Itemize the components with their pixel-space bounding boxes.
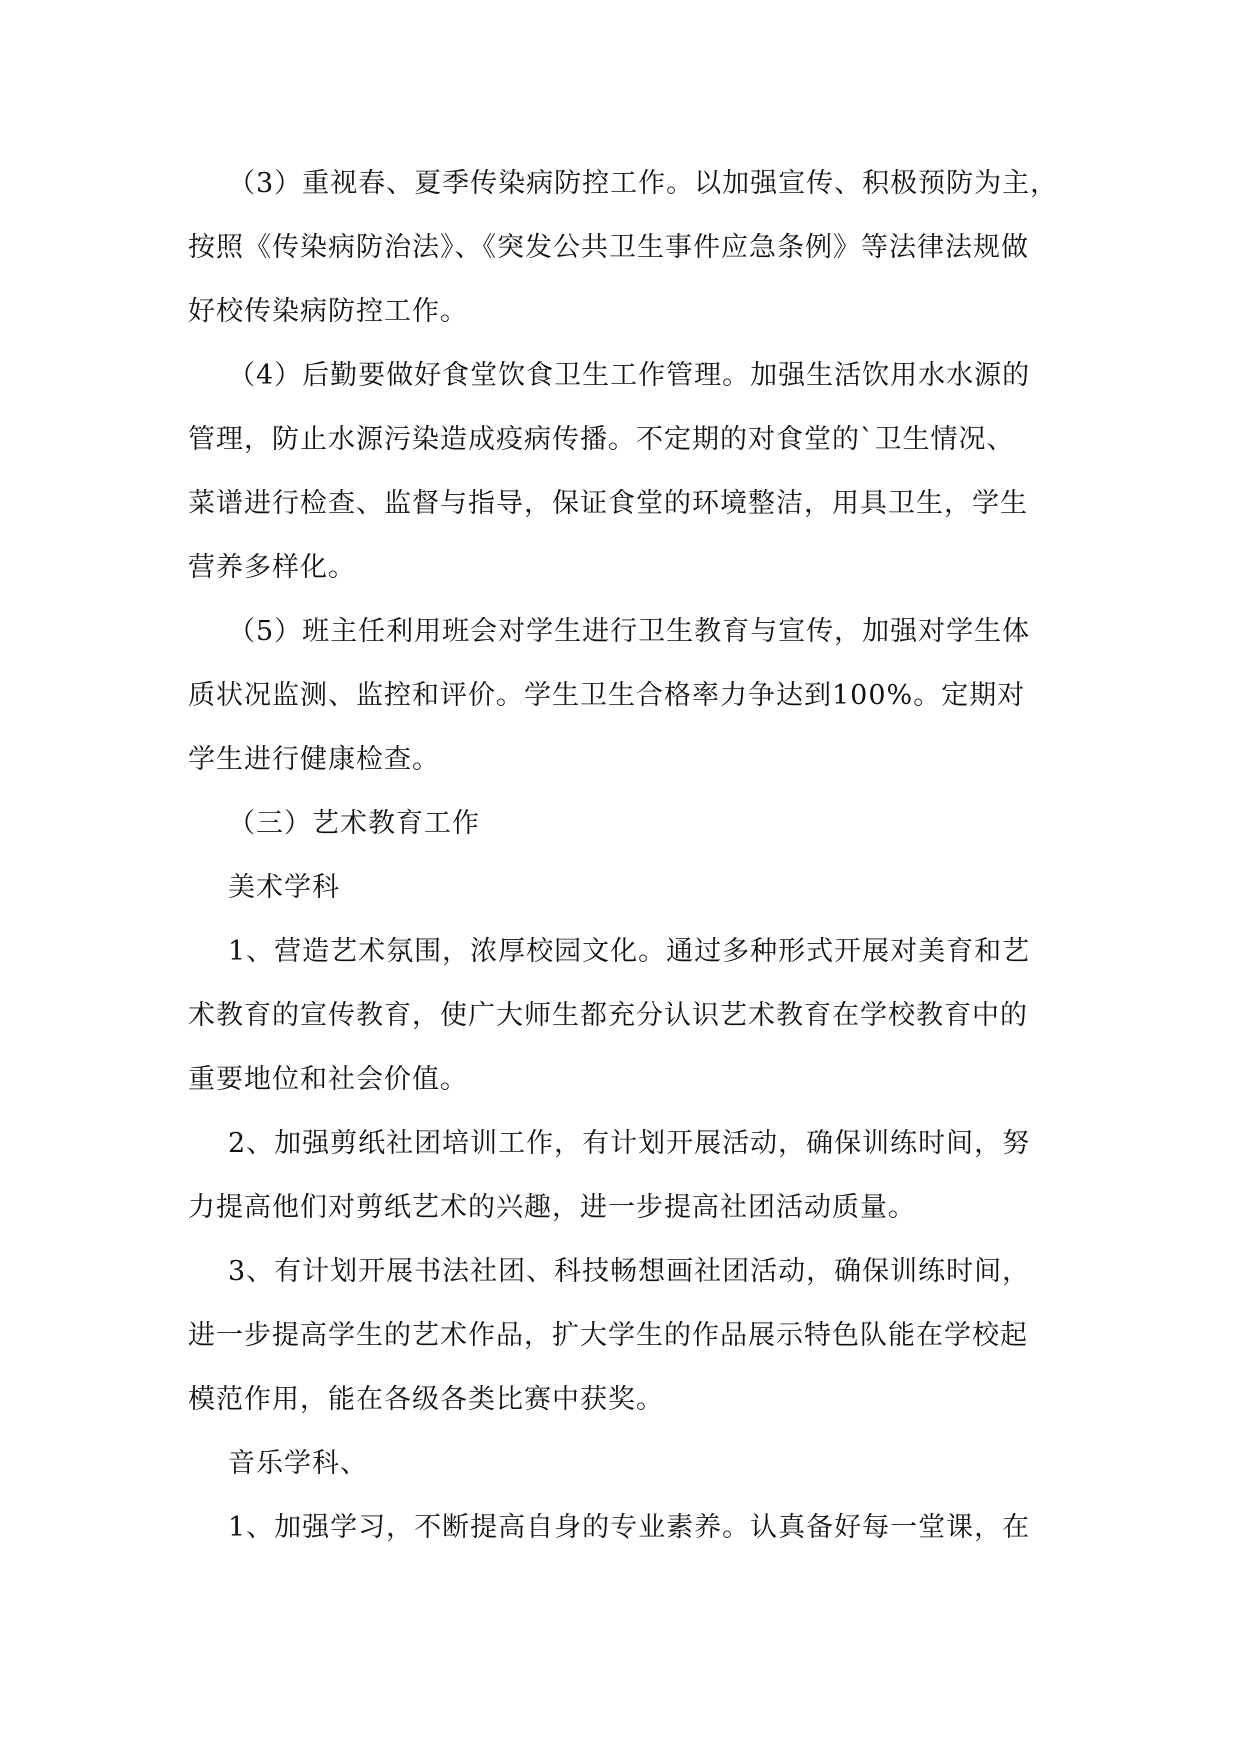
document-body bbox=[188, 152, 1068, 1560]
text-line: 1、加强学习，不断提高自身的专业素养。认真备好每一堂课，在 bbox=[228, 1512, 1031, 1543]
text-line: 质状况监测、监控和评价。学生卫生合格率力争达到100%。定期对 bbox=[188, 680, 1026, 711]
text-line: 营养多样化。 bbox=[188, 552, 356, 583]
text-line: 进一步提高学生的艺术作品，扩大学生的作品展示特色队能在学校起 bbox=[188, 1320, 1028, 1351]
subsection-heading: 音乐学科、 bbox=[228, 1448, 368, 1479]
text-line: 术教育的宣传教育，使广大师生都充分认识艺术教育在学校教育中的 bbox=[188, 1000, 1028, 1031]
section-heading: （三）艺术教育工作 bbox=[228, 808, 480, 839]
text-line: 重要地位和社会价值。 bbox=[188, 1064, 468, 1095]
text-line: 2、加强剪纸社团培训工作，有计划开展活动，确保训练时间，努 bbox=[228, 1128, 1031, 1159]
text-line: 菜谱进行检查、监督与指导，保证食堂的环境整洁，用具卫生，学生 bbox=[188, 488, 1028, 519]
text-line: （3）重视春、夏季传染病防控工作。以加强宣传、积极预防为主， bbox=[228, 168, 1059, 199]
text-line: 按照《传染病防治法》、《突发公共卫生事件应急条例》等法律法规做 bbox=[188, 232, 1029, 263]
text-line: 1、营造艺术氛围，浓厚校园文化。通过多种形式开展对美育和艺 bbox=[228, 936, 1031, 967]
text-line: （4）后勤要做好食堂饮食卫生工作管理。加强生活饮用水水源的 bbox=[228, 360, 1031, 391]
text-line: 3、有计划开展书法社团、科技畅想画社团活动，确保训练时间， bbox=[228, 1256, 1031, 1287]
subsection-heading: 美术学科 bbox=[228, 872, 340, 903]
text-line: 好校传染病防控工作。 bbox=[188, 296, 468, 327]
text-line: 管理，防止水源污染造成疫病传播。不定期的对食堂的`卫生情况、 bbox=[188, 424, 1015, 455]
text-line: 学生进行健康检查。 bbox=[188, 744, 440, 775]
text-line: 模范作用，能在各级各类比赛中获奖。 bbox=[188, 1384, 664, 1415]
text-line: （5）班主任利用班会对学生进行卫生教育与宣传，加强对学生体 bbox=[228, 616, 1031, 647]
text-line: 力提高他们对剪纸艺术的兴趣，进一步提高社团活动质量。 bbox=[188, 1192, 916, 1223]
